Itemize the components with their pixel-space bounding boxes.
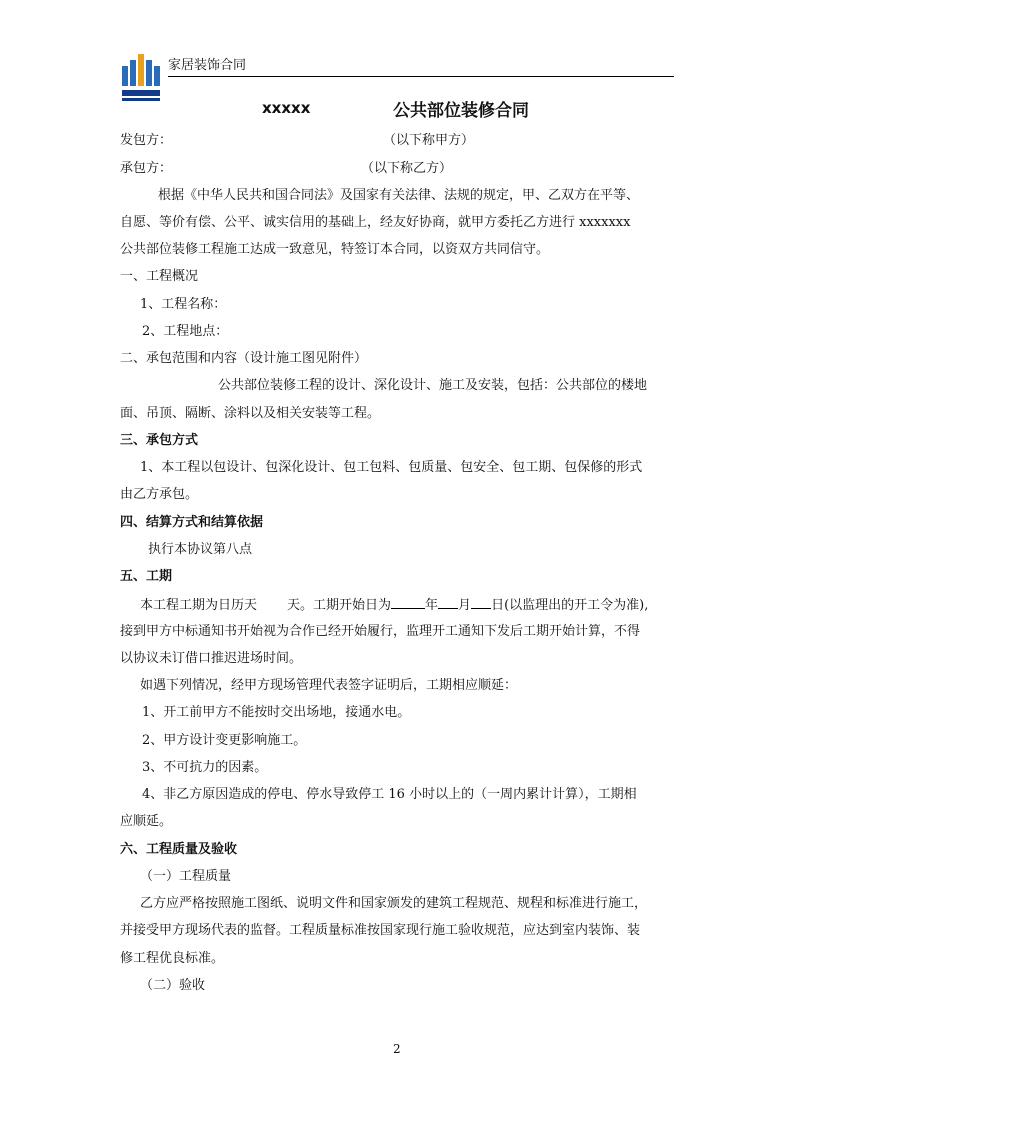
contract-mode-line: 由乙方承包。 xyxy=(120,487,199,502)
scope-line: 公共部位装修工程的设计、深化设计、施工及安装，包括：公共部位的楼地 xyxy=(218,378,648,393)
period-line: 接到甲方中标通知书开始视为合作已经开始履行，监理开工通知下发后工期开始计算，不得 xyxy=(120,624,641,639)
preamble-line: 根据《中华人民共和国合同法》及国家有关法律、法规的规定，甲、乙双方在平等、 xyxy=(158,188,640,203)
delay-intro: 如遇下列情况，经甲方现场管理代表签字证明后，工期相应顺延： xyxy=(140,678,518,693)
header-title: 家居装饰合同 xyxy=(168,58,247,73)
scope-line: 面、吊顶、隔断、涂料以及相关安装等工程。 xyxy=(120,406,381,421)
year-blank xyxy=(391,595,425,609)
section-heading: 四、结算方式和结算依据 xyxy=(120,515,264,530)
month-label: 月 xyxy=(458,598,472,613)
section-heading: 一、工程概况 xyxy=(120,269,199,284)
company-logo-icon xyxy=(120,52,162,106)
delay-item: 2、甲方设计变更影响施工。 xyxy=(142,733,307,748)
settlement-line: 执行本协议第八点 xyxy=(148,542,253,557)
day-label: 日(以监理出的开工令为准), xyxy=(491,598,649,613)
project-name: 1、工程名称： xyxy=(140,297,227,312)
title-prefix: xxxxx xyxy=(262,99,311,117)
section-heading: 六、工程质量及验收 xyxy=(120,842,238,857)
contractor-note: （以下称乙方） xyxy=(361,161,453,176)
month-blank xyxy=(438,595,458,609)
contract-mode-line: 1、本工程以包设计、包深化设计、包工包料、包质量、包安全、包工期、包保修的形式 xyxy=(140,460,643,475)
delay-item: 3、不可抗力的因素。 xyxy=(142,760,268,775)
employer-label: 发包方： xyxy=(120,133,173,148)
period-line xyxy=(120,595,696,615)
quality-line: 并接受甲方现场代表的监督。工程质量标准按国家现行施工验收规范，应达到室内装饰、装 xyxy=(120,923,641,938)
section-heading: 二、承包范围和内容（设计施工图见附件） xyxy=(120,351,368,366)
delay-tail: 应顺延。 xyxy=(120,814,173,829)
quality-line: 乙方应严格按照施工图纸、说明文件和国家颁发的建筑工程规范、规程和标准进行施工， xyxy=(140,896,648,911)
page-number: 2 xyxy=(393,1042,401,1056)
quality-line: 修工程优良标准。 xyxy=(120,951,225,966)
project-location: 2、工程地点： xyxy=(142,324,229,339)
section-heading: 三、承包方式 xyxy=(120,433,199,448)
year-label: 年 xyxy=(425,598,439,613)
preamble-line: 自愿、等价有偿、公平、诚实信用的基础上，经友好协商，就甲方委托乙方进行 xxxxxxx xyxy=(120,215,631,230)
header-rule xyxy=(168,76,674,77)
delay-item: 4、非乙方原因造成的停电、停水导致停工 16 小时以上的（一周内累计计算），工期相 xyxy=(142,787,637,802)
employer-note: （以下称甲方） xyxy=(383,133,475,148)
document-title: 公共部位装修合同 xyxy=(393,101,529,121)
subsection-heading: （一）工程质量 xyxy=(140,869,232,884)
day-blank xyxy=(471,595,491,609)
period-line: 以协议未订借口推迟进场时间。 xyxy=(120,651,303,666)
delay-item: 1、开工前甲方不能按时交出场地，接通水电。 xyxy=(142,705,411,720)
subsection-heading: （二）验收 xyxy=(140,978,206,993)
contractor-label: 承包方： xyxy=(120,161,173,176)
period-text: 本工程工期为日历天 xyxy=(140,598,258,613)
section-heading: 五、工期 xyxy=(120,569,173,584)
preamble-line: 公共部位装修工程施工达成一致意见，特签订本合同，以资双方共同信守。 xyxy=(120,242,550,257)
period-text: 天。工期开始日为 xyxy=(287,598,392,613)
